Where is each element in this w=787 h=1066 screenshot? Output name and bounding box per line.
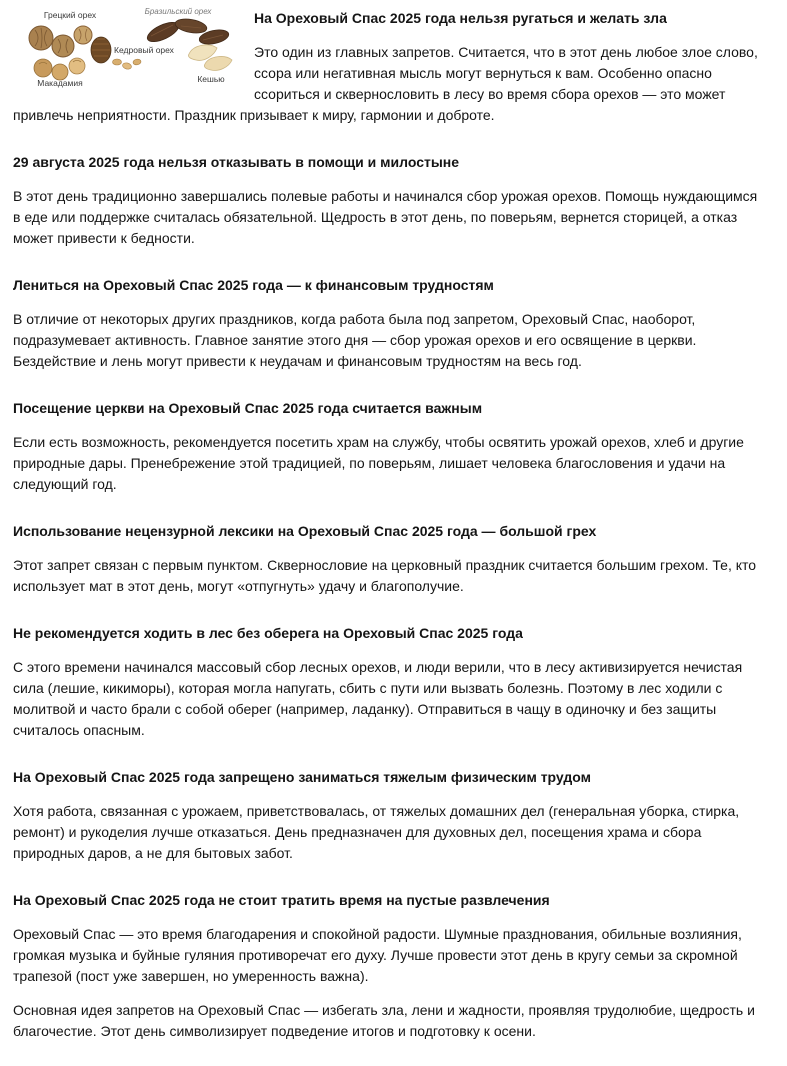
brazil-nut-label: Бразильский орех xyxy=(144,7,212,16)
article-section xyxy=(13,398,765,495)
section-body: Ореховый Спас — это время благодарения и спокойной радости. Шумные празднования, обильные возлияния, громкая музыка и буйные гуляния противоречат его духу. Лучше провести этот день в кругу семьи за скромной трапезой (пост уже завершен, но умеренность важна). xyxy=(13,926,742,984)
nuts-illustration xyxy=(13,6,240,94)
article-section xyxy=(13,521,765,597)
section-body: Это один из главных запретов. Считается, что в этот день любое злое слово, ссора или негативная мысль могут вернуться к вам. Особенно опасно ссориться и сквернословить в лесу во время сбора орехов — это может привлечь неприятности. Праздник призывает к миру, гармонии и доброте. xyxy=(13,44,758,123)
walnut-nuts-icon xyxy=(29,26,92,57)
brazil-nuts-icon xyxy=(145,17,230,47)
macadamia-nuts-icon xyxy=(34,58,85,80)
macadamia-label: Макадамия xyxy=(37,78,83,88)
section-body: С этого времени начинался массовый сбор лесных орехов, и люди верили, что в лесу активизируется нечистая сила (лешие, кикиморы), которая могла напугать, сбить с пути или вызвать болезнь. Поэтому в лес ходили с молитвой и часто брали с собой оберег (например, ладанку). Отправиться в чащу в одиночку и без защиты считалось опасным. xyxy=(13,659,743,738)
section-body: В отличие от некоторых других праздников, когда работа была под запретом, Ореховый Спас, наоборот, подразумевает активность. Главное занятие этого дня — сбор урожая орехов и его освящение в церкви. Бездействие и лень могут привести к неудачам и финансовым трудностям на весь год. xyxy=(13,311,697,369)
section-heading: Лениться на Ореховый Спас 2025 года — к финансовым трудностям xyxy=(13,277,494,293)
walnut-label: Грецкий орех xyxy=(43,10,97,20)
article-section xyxy=(13,623,765,741)
article-section xyxy=(13,275,765,372)
section-body: В этот день традиционно завершались полевые работы и начинался сбор урожая орехов. Помощь нуждающимся в еде или поддержке считалась обязательной. Щедрость в этот день, по поверьям, вернется сторицей, а отказ может привести к бедности. xyxy=(13,188,758,246)
article-section xyxy=(13,890,765,987)
nuts-image xyxy=(13,6,240,94)
section-heading: На Ореховый Спас 2025 года нельзя ругаться и желать зла xyxy=(254,10,667,26)
article-section xyxy=(13,767,765,864)
section-body: Этот запрет связан с первым пунктом. Сквернословие на церковный праздник считается большим грехом. Те, кто использует мат в этот день, могут «отпугнуть» удачу и благополучие. xyxy=(13,557,757,594)
pine-nut-label: Кедровый орех xyxy=(114,45,174,55)
cashew-nuts-icon xyxy=(188,45,232,71)
cashew-label: Кешью xyxy=(197,74,225,84)
section-body: Если есть возможность, рекомендуется посетить храм на службу, чтобы освятить урожай орехов, хлеб и другие природные дары. Пренебрежение этой традицией, по поверьям, лишает человека благословения и удачи на следующий год. xyxy=(13,434,744,492)
section-heading: Не рекомендуется ходить в лес без оберега на Ореховый Спас 2025 года xyxy=(13,625,523,641)
section-heading: Посещение церкви на Ореховый Спас 2025 года считается важным xyxy=(13,400,483,416)
section-heading: 29 августа 2025 года нельзя отказывать в помощи и милостыне xyxy=(13,154,460,170)
article-section xyxy=(13,152,765,249)
section-body: Хотя работа, связанная с урожаем, приветствовалась, от тяжелых домашних дел (генеральная уборка, стирка, ремонт) и рукоделия лучше отказаться. День предназначен для духовных дел, посещения храма и сбора природных даров, а не для бытовых забот. xyxy=(13,803,740,861)
closing-paragraph: Основная идея запретов на Ореховый Спас — избегать зла, лени и жадности, проявляя трудолюбие, щедрость и благочестие. Этот день символизирует подведение итогов и подготовку к осени. xyxy=(13,1002,755,1039)
section-heading: На Ореховый Спас 2025 года не стоит тратить время на пустые развлечения xyxy=(13,892,550,908)
section-heading: На Ореховый Спас 2025 года запрещено заниматься тяжелым физическим трудом xyxy=(13,769,591,785)
section-heading: Использование нецензурной лексики на Ореховый Спас 2025 года — большой грех xyxy=(13,523,597,539)
